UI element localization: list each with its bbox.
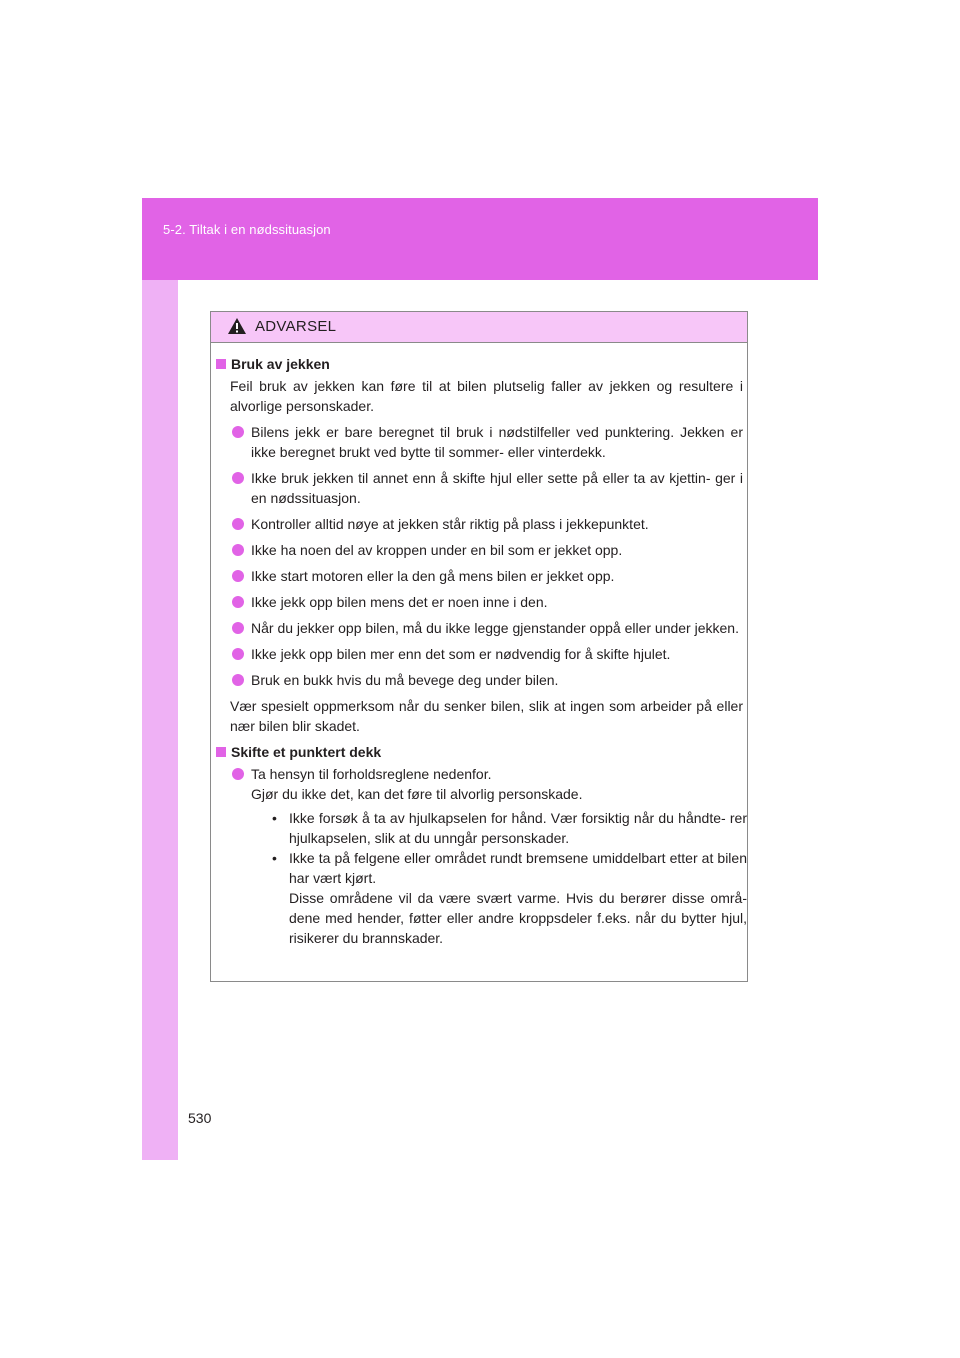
section-header-band	[142, 198, 818, 280]
sub-list-item: • Ikke forsøk å ta av hjulkapselen for hånd. Vær forsiktig når du håndte- rer hjulkapselen, slik at du unngår personskader.	[272, 810, 747, 846]
section-outro: Vær spesielt oppmerksom når du senker bilen, slik at ingen som arbeider på eller nær bilen blir skadet.	[230, 698, 743, 734]
warning-header	[211, 312, 747, 343]
list-item: Bruk en bukk hvis du må bevege deg under bilen.	[230, 670, 743, 690]
list-item: Ta hensyn til forholdsreglene nedenfor. Gjør du ikke det, kan det føre til alvorlig personskade.	[230, 764, 743, 804]
square-bullet-icon	[216, 747, 226, 757]
section-heading: Skifte et punktert dekk	[213, 742, 749, 762]
round-bullet-icon	[232, 570, 244, 582]
list-item: Ikke ha noen del av kroppen under en bil som er jekket opp.	[230, 540, 743, 560]
list-item: Ikke bruk jekken til annet enn å skifte hjul eller sette på eller ta av kjettin- ger i en nødssituasjon.	[230, 468, 743, 508]
sub-list-note: Disse områdene vil da være svært varme. Hvis du berører disse områ- dene med hender, føtter eller andre kroppsdeler f.eks. når du bytter hjul, risikerer du brannskader.	[289, 890, 747, 946]
dot-bullet-icon: •	[272, 810, 277, 826]
sub-list-item: • Ikke ta på felgene eller området rundt bremsene umiddelbart etter at bilen har vært kjørt.	[272, 850, 747, 886]
round-bullet-icon	[232, 518, 244, 530]
square-bullet-icon	[216, 359, 226, 369]
list-item: Når du jekker opp bilen, må du ikke legge gjenstander oppå eller under jekken.	[230, 618, 743, 638]
warning-title: ADVARSEL	[255, 318, 337, 335]
list-item: Bilens jekk er bare beregnet til bruk i nødstilfeller ved punktering. Jekken er ikke beregnet brukt ved bytte til sommer- eller vinterdekk.	[230, 422, 743, 462]
warning-box	[210, 311, 748, 982]
list-item: Ikke jekk opp bilen mens det er noen inne i den.	[230, 592, 743, 612]
section-intro: Feil bruk av jekken kan føre til at bilen plutselig faller av jekken og resultere i alvorlige personskader.	[230, 378, 743, 414]
section-heading: Bruk av jekken	[213, 354, 749, 374]
warning-triangle-icon	[227, 317, 247, 335]
round-bullet-icon	[232, 596, 244, 608]
round-bullet-icon	[232, 426, 244, 438]
round-bullet-icon	[232, 472, 244, 484]
list-item: Ikke start motoren eller la den gå mens bilen er jekket opp.	[230, 566, 743, 586]
section-title: 5-2. Tiltak i en nødssituasjon	[163, 222, 331, 237]
dot-bullet-icon: •	[272, 850, 277, 866]
round-bullet-icon	[232, 674, 244, 686]
list-item: Kontroller alltid nøye at jekken står riktig på plass i jekkepunktet.	[230, 514, 743, 534]
round-bullet-icon	[232, 622, 244, 634]
round-bullet-icon	[232, 768, 244, 780]
page-number: 530	[188, 1110, 212, 1126]
round-bullet-icon	[232, 648, 244, 660]
list-item: Ikke jekk opp bilen mer enn det som er nødvendig for å skifte hjulet.	[230, 644, 743, 664]
side-band	[142, 280, 178, 1160]
round-bullet-icon	[232, 544, 244, 556]
warning-body	[211, 354, 749, 948]
